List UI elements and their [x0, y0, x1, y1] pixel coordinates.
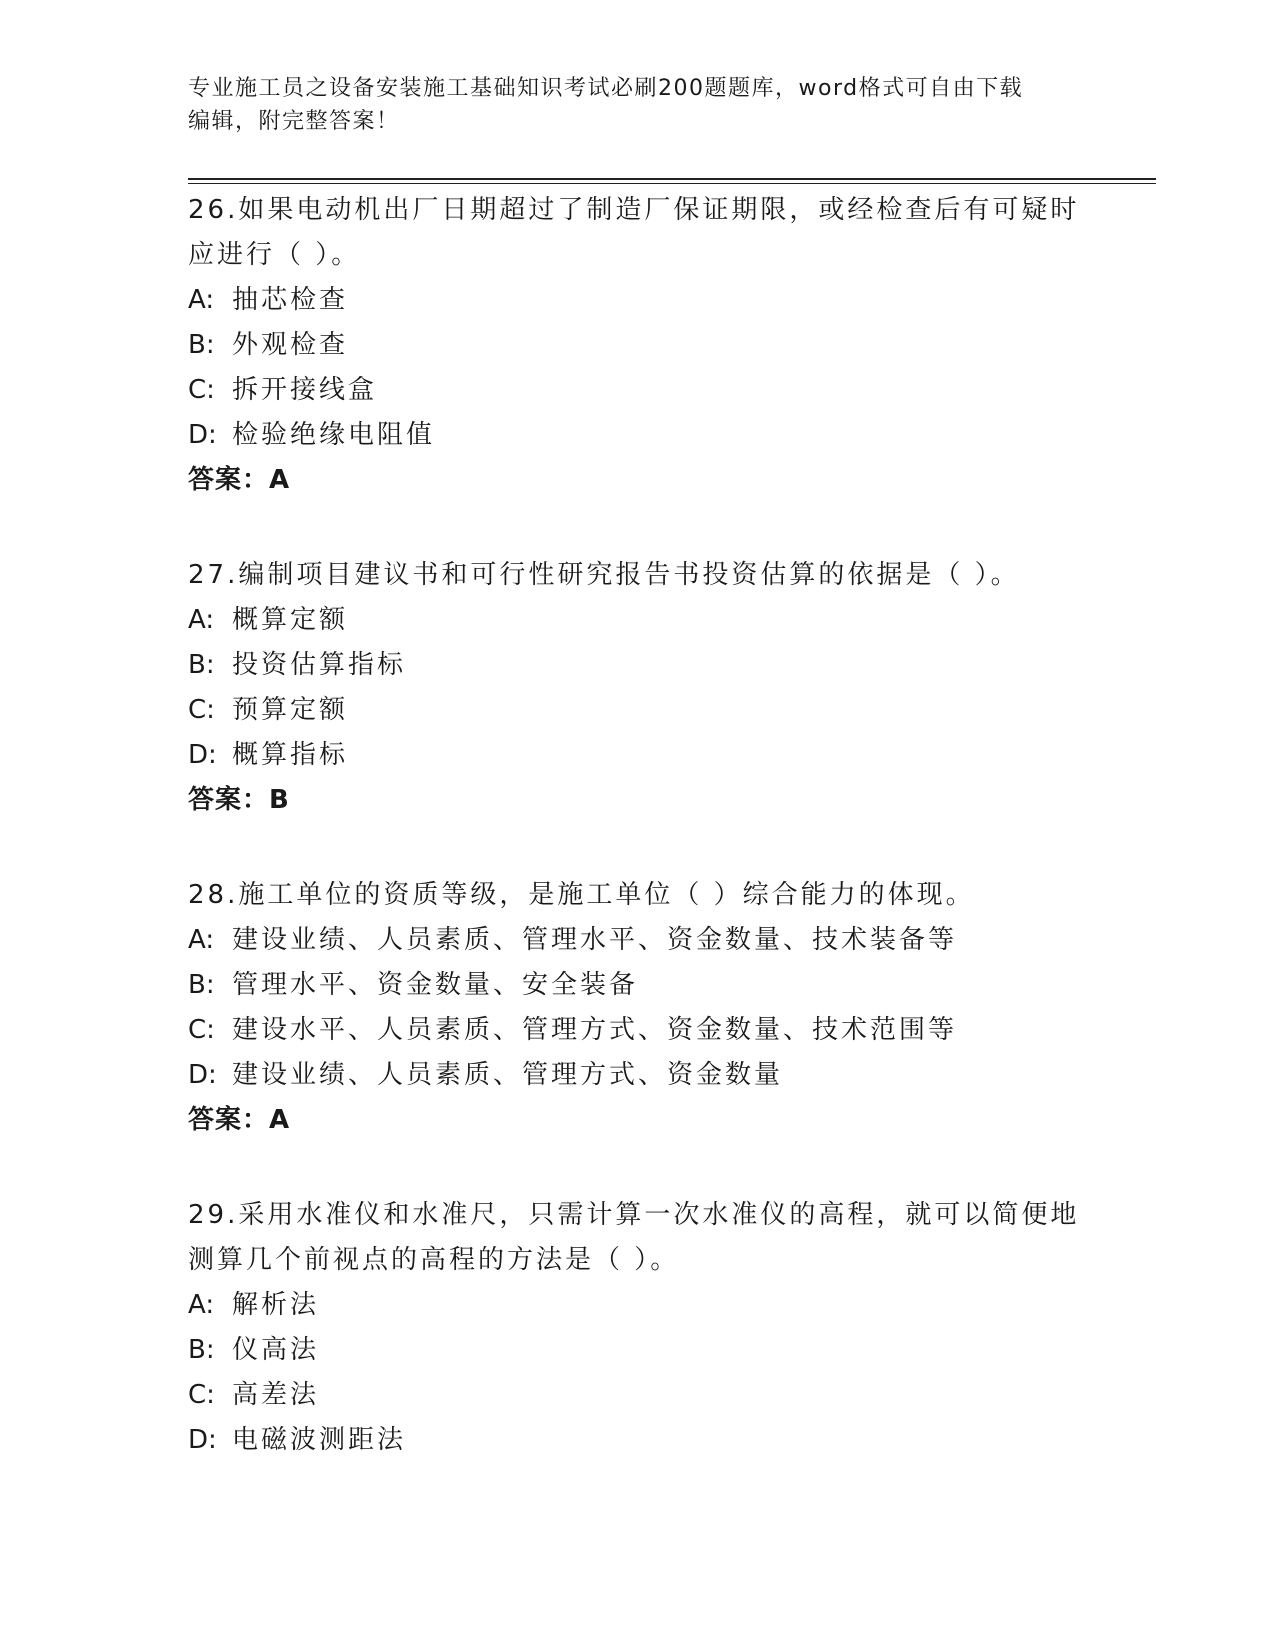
- option-text: 预算定额: [232, 695, 349, 725]
- question-text-line: 28.施工单位的资质等级，是施工单位（ ）综合能力的体现。: [188, 880, 975, 910]
- option-d: [188, 1418, 1088, 1463]
- question-text-line: 26.如果电动机出厂日期超过了制造厂保证期限，或经检查后有可疑时: [188, 195, 1080, 225]
- option-letter: B:: [188, 1335, 215, 1365]
- answer-text: 答案：A: [188, 465, 291, 495]
- option-a: [188, 278, 1088, 323]
- option-c: [188, 688, 1088, 733]
- option-text: 电磁波测距法: [232, 1425, 407, 1455]
- option-letter: C:: [188, 695, 215, 725]
- header-line-1: 专业施工员之设备安装施工基础知识考试必刷200题题库，word格式可自由下载: [188, 76, 1024, 101]
- header-divider-thin: [188, 183, 1156, 184]
- question-28: [188, 873, 1088, 1143]
- option-b: [188, 1328, 1088, 1373]
- option-text: 检验绝缘电阻值: [232, 420, 436, 450]
- question-text-line: 27.编制项目建议书和可行性研究报告书投资估算的依据是（ ）。: [188, 560, 1020, 590]
- option-text: 抽芯检查: [232, 285, 349, 315]
- option-letter: D:: [188, 420, 217, 450]
- option-letter: D:: [188, 1425, 217, 1455]
- header-line-2: 编辑，附完整答案！: [188, 109, 400, 134]
- option-letter: C:: [188, 1380, 215, 1410]
- option-letter: D:: [188, 1060, 217, 1090]
- option-text: 建设业绩、人员素质、管理水平、资金数量、技术装备等: [232, 925, 958, 955]
- option-letter: B:: [188, 970, 215, 1000]
- option-letter: A:: [188, 285, 215, 315]
- option-letter: A:: [188, 925, 215, 955]
- question-text-line: 应进行（ ）。: [188, 240, 361, 270]
- option-text: 建设业绩、人员素质、管理方式、资金数量: [232, 1060, 784, 1090]
- option-letter: C:: [188, 1015, 215, 1045]
- option-letter: C:: [188, 375, 215, 405]
- option-b: [188, 963, 1088, 1008]
- option-letter: B:: [188, 330, 215, 360]
- option-letter: D:: [188, 740, 217, 770]
- option-text: 仪高法: [232, 1335, 320, 1365]
- option-a: [188, 598, 1088, 643]
- option-a: [188, 918, 1088, 963]
- option-d: [188, 1053, 1088, 1098]
- option-b: [188, 643, 1088, 688]
- option-text: 拆开接线盒: [232, 375, 378, 405]
- question-text-line: 测算几个前视点的高程的方法是（ ）。: [188, 1245, 680, 1275]
- option-letter: B:: [188, 650, 215, 680]
- option-text: 外观检查: [232, 330, 349, 360]
- option-text: 管理水平、资金数量、安全装备: [232, 970, 639, 1000]
- option-a: [188, 1283, 1088, 1328]
- option-letter: A:: [188, 1290, 215, 1320]
- option-d: [188, 733, 1088, 778]
- question-29: [188, 1193, 1088, 1463]
- question-27: [188, 553, 1088, 823]
- option-d: [188, 413, 1088, 458]
- option-text: 概算定额: [232, 605, 349, 635]
- answer-text: 答案：B: [188, 785, 290, 815]
- option-text: 解析法: [232, 1290, 320, 1320]
- option-c: [188, 368, 1088, 413]
- option-text: 高差法: [232, 1380, 320, 1410]
- header-divider-thick: [188, 178, 1156, 180]
- option-b: [188, 323, 1088, 368]
- option-letter: A:: [188, 605, 215, 635]
- option-c: [188, 1373, 1088, 1418]
- option-text: 投资估算指标: [232, 650, 407, 680]
- question-26: [188, 188, 1088, 503]
- option-c: [188, 1008, 1088, 1053]
- document-header: [188, 72, 1078, 138]
- option-text: 建设水平、人员素质、管理方式、资金数量、技术范围等: [232, 1015, 958, 1045]
- answer-text: 答案：A: [188, 1105, 291, 1135]
- question-text-line: 29.采用水准仪和水准尺，只需计算一次水准仪的高程，就可以简便地: [188, 1200, 1080, 1230]
- option-text: 概算指标: [232, 740, 349, 770]
